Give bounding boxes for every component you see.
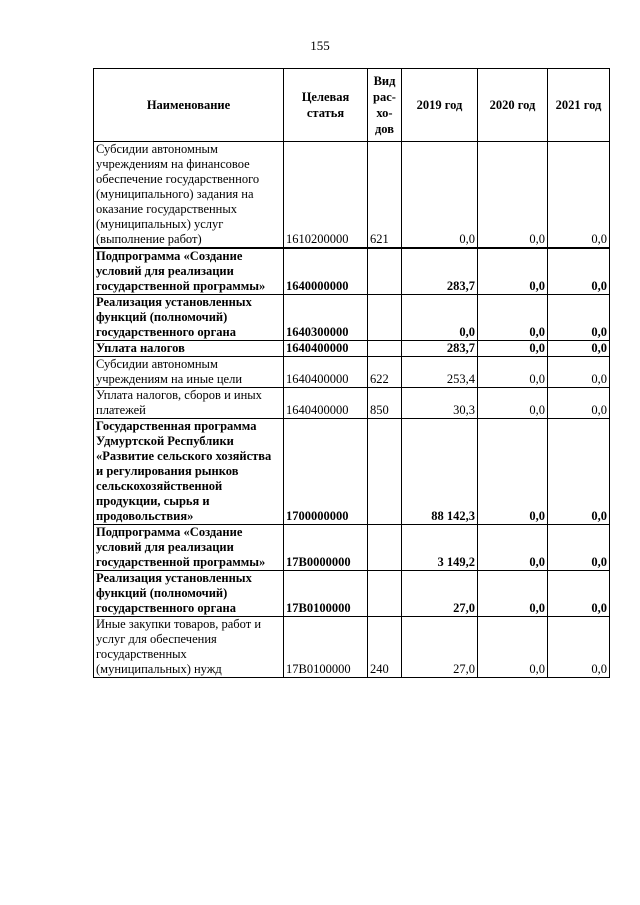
row-type	[368, 525, 402, 571]
table-row	[94, 617, 610, 678]
row-type: 622	[368, 357, 402, 388]
row-2021: 0,0	[548, 295, 610, 341]
budget-table	[93, 68, 610, 678]
table-row	[94, 341, 610, 357]
row-2021: 0,0	[548, 388, 610, 419]
row-type	[368, 248, 402, 295]
row-type: 850	[368, 388, 402, 419]
header-type: Вид рас-хо-дов	[368, 69, 402, 142]
row-name: Реализация установленных функций (полномочий) государственного органа	[94, 295, 284, 341]
table-row	[94, 248, 610, 295]
row-2020: 0,0	[478, 525, 548, 571]
row-2020: 0,0	[478, 571, 548, 617]
row-2020: 0,0	[478, 248, 548, 295]
row-name: Иные закупки товаров, работ и услуг для обеспечения государственных (муниципальных) нужд	[94, 617, 284, 678]
row-2019: 30,3	[402, 388, 478, 419]
row-name: Подпрограмма «Создание условий для реализации государственной программы»	[94, 525, 284, 571]
row-name: Субсидии автономным учреждениям на финансовое обеспечение государственного (муниципального) задания на оказание государственных (муниципальных) услуг (выполнение работ)	[94, 142, 284, 249]
row-2019: 0,0	[402, 142, 478, 249]
table-row	[94, 388, 610, 419]
row-2021: 0,0	[548, 571, 610, 617]
row-type	[368, 419, 402, 525]
page-number: 155	[310, 38, 330, 53]
row-2019: 88 142,3	[402, 419, 478, 525]
row-2019: 0,0	[402, 295, 478, 341]
row-type	[368, 295, 402, 341]
row-2020: 0,0	[478, 142, 548, 249]
row-code: 17В0100000	[284, 617, 368, 678]
row-type	[368, 571, 402, 617]
header-2019: 2019 год	[402, 69, 478, 142]
row-code: 1640400000	[284, 341, 368, 357]
row-name: Уплата налогов	[94, 341, 284, 357]
row-2020: 0,0	[478, 357, 548, 388]
table-row	[94, 571, 610, 617]
header-name: Наименование	[94, 69, 284, 142]
row-2020: 0,0	[478, 617, 548, 678]
row-2019: 3 149,2	[402, 525, 478, 571]
table-row	[94, 419, 610, 525]
row-2019: 253,4	[402, 357, 478, 388]
row-code: 1640300000	[284, 295, 368, 341]
row-code: 17В0100000	[284, 571, 368, 617]
row-type: 621	[368, 142, 402, 249]
row-type	[368, 341, 402, 357]
row-2021: 0,0	[548, 341, 610, 357]
row-code: 1640400000	[284, 357, 368, 388]
row-code: 1640400000	[284, 388, 368, 419]
table-row	[94, 295, 610, 341]
table-row	[94, 525, 610, 571]
row-2020: 0,0	[478, 388, 548, 419]
table-row	[94, 142, 610, 249]
row-2019: 27,0	[402, 617, 478, 678]
row-code: 1640000000	[284, 248, 368, 295]
header-code: Целевая статья	[284, 69, 368, 142]
row-2021: 0,0	[548, 142, 610, 249]
row-2020: 0,0	[478, 419, 548, 525]
row-code: 17В0000000	[284, 525, 368, 571]
row-2021: 0,0	[548, 525, 610, 571]
row-name: Субсидии автономным учреждениям на иные цели	[94, 357, 284, 388]
header-2021: 2021 год	[548, 69, 610, 142]
row-name: Реализация установленных функций (полномочий) государственного органа	[94, 571, 284, 617]
row-2019: 283,7	[402, 248, 478, 295]
row-2021: 0,0	[548, 617, 610, 678]
row-2019: 27,0	[402, 571, 478, 617]
row-name: Подпрограмма «Создание условий для реализации государственной программы»	[94, 248, 284, 295]
row-2021: 0,0	[548, 248, 610, 295]
row-2020: 0,0	[478, 341, 548, 357]
row-type: 240	[368, 617, 402, 678]
row-2019: 283,7	[402, 341, 478, 357]
row-name: Уплата налогов, сборов и иных платежей	[94, 388, 284, 419]
row-code: 1700000000	[284, 419, 368, 525]
table-row	[94, 357, 610, 388]
row-code: 1610200000	[284, 142, 368, 249]
row-2020: 0,0	[478, 295, 548, 341]
header-2020: 2020 год	[478, 69, 548, 142]
row-name: Государственная программа Удмуртской Республики «Развитие сельского хозяйства и регулирования рынков сельскохозяйственной продукции, сырья и продовольствия»	[94, 419, 284, 525]
row-2021: 0,0	[548, 419, 610, 525]
row-2021: 0,0	[548, 357, 610, 388]
table-header-row	[94, 69, 610, 142]
